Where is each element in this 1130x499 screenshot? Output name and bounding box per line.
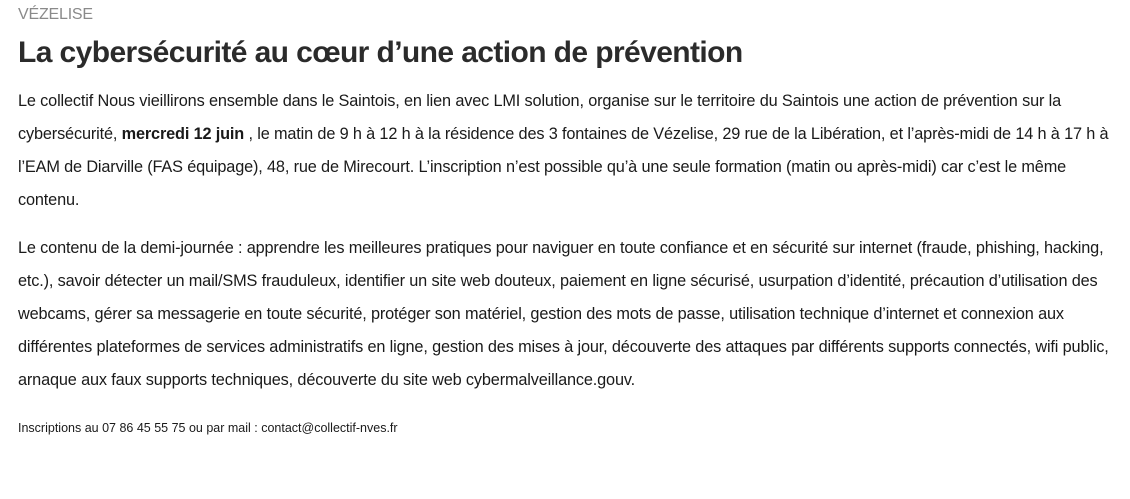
paragraph-intro [18, 85, 1118, 217]
article-title: La cybersécurité au cœur d’une action de prévention [18, 36, 743, 69]
article [0, 5, 1130, 437]
paragraph-content: Le contenu de la demi-journée : apprendre les meilleures pratiques pour naviguer en toute confiance et en sécurité sur internet (fraude, phishing, hacking, etc.), savoir détecter un mail/SMS frauduleux, identifier un site web douteux, paiement en ligne sécurisé, usurpation d’identité, précaution d’utilisation des webcams, gérer sa messagerie en toute sécurité, protéger son matériel, gestion des mots de passe, utilisation technique d’internet et connexion aux différentes plateformes de services administratifs en ligne, gestion des mises à jour, découverte des attaques par différents supports connectés, wifi public, arnaque aux faux supports techniques, découverte du site web cybermalveillance.gouv. [18, 239, 1109, 389]
paragraph-intro-end: , le matin de 9 h à 12 h à la résidence des 3 fontaines de Vézelise, 29 rue de la Libération, et l’après-midi de 14 h à 17 h à l’EAM de Diarville (FAS équipage), 48, rue de Mirecourt. L’inscription n’est possible qu’à une seule formation (matin ou après-midi) car c’est le même contenu. [18, 125, 1109, 209]
registration-info: Inscriptions au 07 86 45 55 75 ou par mail : contact@collectif-nves.fr [18, 421, 398, 435]
event-date: mercredi 12 juin [121, 125, 245, 143]
paragraph-intro-start: Le collectif Nous vieillirons ensemble dans le Saintois, en lien avec LMI solution, organise sur le territoire du Saintois une action de prévention sur la cybersécurité, [18, 92, 1061, 143]
category-label[interactable]: VÉZELISE [18, 6, 93, 23]
